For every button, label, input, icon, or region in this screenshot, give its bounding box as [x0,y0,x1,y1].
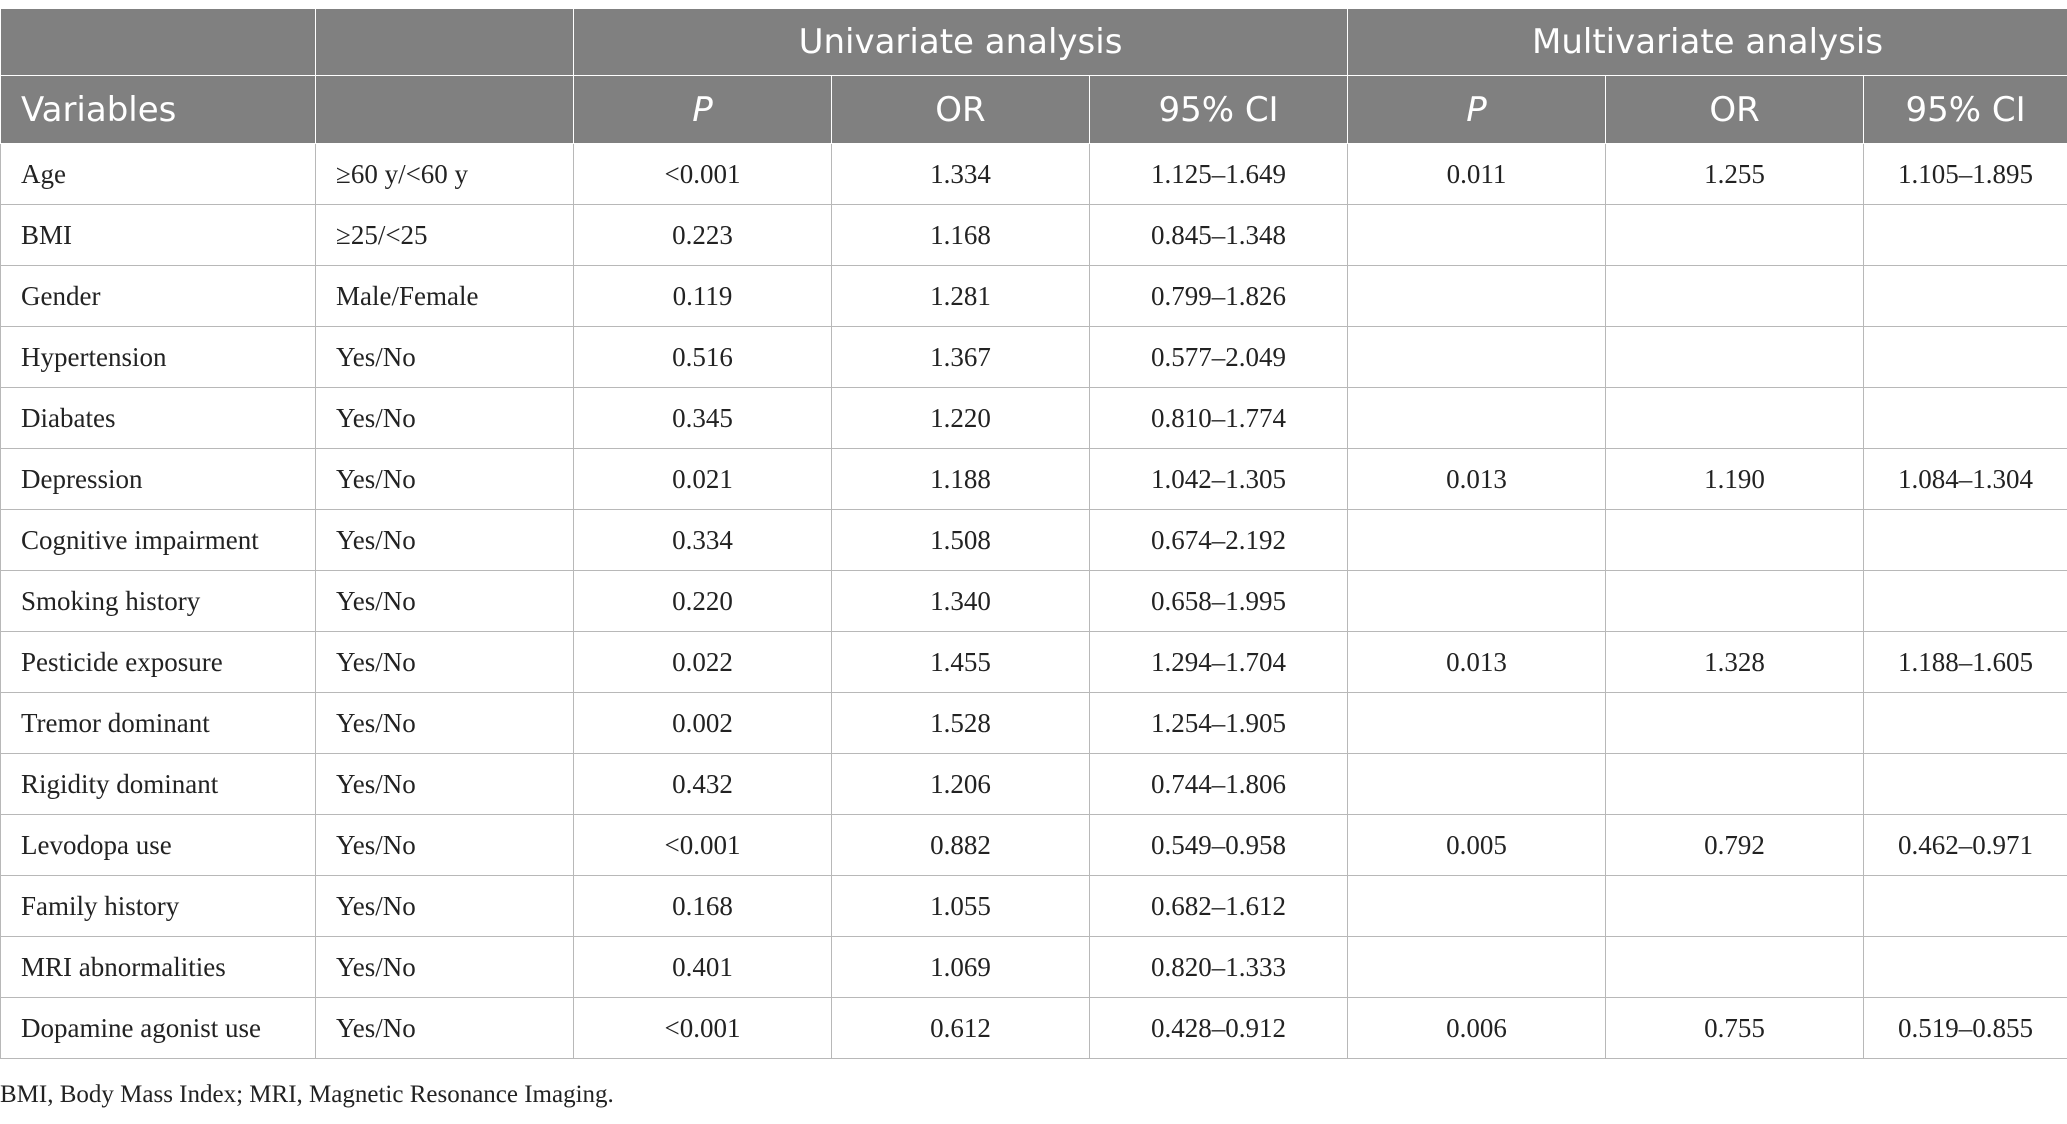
multivariate-ci-cell: 1.105–1.895 [1864,144,2067,205]
multivariate-ci-cell [1864,937,2067,998]
univariate-p-cell: 0.401 [574,937,832,998]
multivariate-or-header: OR [1606,76,1864,144]
multivariate-ci-cell: 0.462–0.971 [1864,815,2067,876]
univariate-p-cell: 0.119 [574,266,832,327]
category-cell: Yes/No [316,815,574,876]
univariate-or-header: OR [832,76,1090,144]
category-cell: ≥25/<25 [316,205,574,266]
univariate-ci-cell: 0.549–0.958 [1090,815,1348,876]
variable-cell: Levodopa use [1,815,316,876]
multivariate-p-cell: 0.013 [1348,632,1606,693]
multivariate-p-cell [1348,937,1606,998]
univariate-ci-cell: 0.820–1.333 [1090,937,1348,998]
univariate-or-cell: 0.882 [832,815,1090,876]
univariate-or-cell: 1.220 [832,388,1090,449]
univariate-ci-cell: 0.428–0.912 [1090,998,1348,1059]
multivariate-p-cell: 0.005 [1348,815,1606,876]
category-cell: Yes/No [316,876,574,937]
multivariate-p-cell [1348,510,1606,571]
univariate-or-cell: 1.206 [832,754,1090,815]
variable-cell: Dopamine agonist use [1,998,316,1059]
variable-cell: Family history [1,876,316,937]
table-row [1,205,2067,266]
multivariate-p-cell: 0.013 [1348,449,1606,510]
table-row [1,937,2067,998]
table-row [1,693,2067,754]
univariate-ci-cell: 1.125–1.649 [1090,144,1348,205]
univariate-or-cell: 1.188 [832,449,1090,510]
univariate-ci-cell: 0.799–1.826 [1090,266,1348,327]
category-cell: Male/Female [316,266,574,327]
header-column-row [1,76,2067,144]
variable-cell: MRI abnormalities [1,937,316,998]
multivariate-or-cell [1606,876,1864,937]
table-row [1,388,2067,449]
multivariate-ci-header: 95% CI [1864,76,2067,144]
univariate-or-cell: 1.528 [832,693,1090,754]
table-row [1,632,2067,693]
univariate-p-cell: 0.220 [574,571,832,632]
multivariate-p-cell [1348,388,1606,449]
univariate-ci-cell: 1.254–1.905 [1090,693,1348,754]
table-row [1,327,2067,388]
multivariate-ci-cell [1864,205,2067,266]
multivariate-p-cell [1348,693,1606,754]
variable-cell: Cognitive impairment [1,510,316,571]
category-cell: Yes/No [316,754,574,815]
multivariate-or-cell [1606,571,1864,632]
multivariate-p-cell [1348,571,1606,632]
multivariate-or-cell: 1.190 [1606,449,1864,510]
variable-cell: Age [1,144,316,205]
multivariate-or-cell: 1.328 [1606,632,1864,693]
variables-column-header: Variables [1,76,316,144]
category-cell: Yes/No [316,449,574,510]
category-cell: Yes/No [316,632,574,693]
univariate-or-cell: 1.508 [832,510,1090,571]
multivariate-or-cell [1606,388,1864,449]
variable-cell: Pesticide exposure [1,632,316,693]
univariate-ci-cell: 0.682–1.612 [1090,876,1348,937]
multivariate-ci-cell [1864,266,2067,327]
variable-cell: Gender [1,266,316,327]
multivariate-p-cell [1348,327,1606,388]
univariate-or-cell: 1.340 [832,571,1090,632]
multivariate-p-header: P [1348,76,1606,144]
multivariate-ci-cell [1864,876,2067,937]
multivariate-ci-cell [1864,327,2067,388]
variable-cell: Rigidity dominant [1,754,316,815]
variable-cell: Diabates [1,388,316,449]
multivariate-or-cell [1606,693,1864,754]
univariate-p-cell: 0.022 [574,632,832,693]
multivariate-p-cell [1348,754,1606,815]
table-row [1,998,2067,1059]
univariate-p-cell: 0.223 [574,205,832,266]
table-row [1,510,2067,571]
univariate-or-cell: 0.612 [832,998,1090,1059]
table-header [1,9,2067,144]
table-row [1,754,2067,815]
category-cell: Yes/No [316,937,574,998]
univariate-p-cell: <0.001 [574,998,832,1059]
univariate-ci-cell: 1.294–1.704 [1090,632,1348,693]
variable-cell: Tremor dominant [1,693,316,754]
multivariate-or-cell [1606,510,1864,571]
univariate-or-cell: 1.069 [832,937,1090,998]
univariate-ci-header: 95% CI [1090,76,1348,144]
univariate-p-cell: 0.345 [574,388,832,449]
univariate-or-cell: 1.455 [832,632,1090,693]
multivariate-or-cell: 1.255 [1606,144,1864,205]
results-table-container [0,8,2067,1059]
multivariate-p-cell [1348,205,1606,266]
multivariate-ci-cell [1864,388,2067,449]
multivariate-ci-cell: 0.519–0.855 [1864,998,2067,1059]
category-cell: Yes/No [316,510,574,571]
table-body [1,144,2067,1059]
table-row [1,815,2067,876]
multivariate-or-cell [1606,327,1864,388]
univariate-p-cell: 0.021 [574,449,832,510]
header-blank-cell [1,9,316,76]
table-row [1,266,2067,327]
multivariate-p-cell: 0.011 [1348,144,1606,205]
multivariate-ci-cell [1864,571,2067,632]
univariate-ci-cell: 0.674–2.192 [1090,510,1348,571]
multivariate-ci-cell [1864,510,2067,571]
multivariate-group-header: Multivariate analysis [1348,9,2067,76]
univariate-ci-cell: 0.577–2.049 [1090,327,1348,388]
table-row [1,571,2067,632]
header-group-row [1,9,2067,76]
table-row [1,876,2067,937]
regression-table [0,8,2067,1059]
univariate-p-cell: <0.001 [574,815,832,876]
header-blank-cell [316,9,574,76]
category-cell: Yes/No [316,998,574,1059]
univariate-ci-cell: 0.744–1.806 [1090,754,1348,815]
category-cell: Yes/No [316,571,574,632]
variable-cell: Depression [1,449,316,510]
multivariate-or-cell [1606,754,1864,815]
table-row [1,144,2067,205]
variable-cell: Smoking history [1,571,316,632]
multivariate-or-cell [1606,205,1864,266]
univariate-group-header: Univariate analysis [574,9,1348,76]
univariate-ci-cell: 1.042–1.305 [1090,449,1348,510]
univariate-p-header: P [574,76,832,144]
univariate-or-cell: 1.334 [832,144,1090,205]
variable-cell: BMI [1,205,316,266]
multivariate-ci-cell [1864,693,2067,754]
multivariate-or-cell [1606,266,1864,327]
category-cell: Yes/No [316,327,574,388]
univariate-p-cell: 0.002 [574,693,832,754]
univariate-or-cell: 1.168 [832,205,1090,266]
category-cell: Yes/No [316,388,574,449]
multivariate-p-cell [1348,876,1606,937]
multivariate-or-cell: 0.792 [1606,815,1864,876]
univariate-or-cell: 1.055 [832,876,1090,937]
univariate-or-cell: 1.281 [832,266,1090,327]
multivariate-or-cell [1606,937,1864,998]
multivariate-or-cell: 0.755 [1606,998,1864,1059]
multivariate-p-cell [1348,266,1606,327]
multivariate-ci-cell: 1.188–1.605 [1864,632,2067,693]
univariate-ci-cell: 0.810–1.774 [1090,388,1348,449]
univariate-p-cell: <0.001 [574,144,832,205]
multivariate-ci-cell [1864,754,2067,815]
variable-cell: Hypertension [1,327,316,388]
multivariate-ci-cell: 1.084–1.304 [1864,449,2067,510]
univariate-p-cell: 0.432 [574,754,832,815]
univariate-ci-cell: 0.845–1.348 [1090,205,1348,266]
multivariate-p-cell: 0.006 [1348,998,1606,1059]
table-row [1,449,2067,510]
univariate-p-cell: 0.168 [574,876,832,937]
univariate-ci-cell: 0.658–1.995 [1090,571,1348,632]
table-footnote: BMI, Body Mass Index; MRI, Magnetic Resonance Imaging. [0,1081,614,1108]
category-cell: ≥60 y/<60 y [316,144,574,205]
category-cell: Yes/No [316,693,574,754]
univariate-p-cell: 0.334 [574,510,832,571]
univariate-p-cell: 0.516 [574,327,832,388]
univariate-or-cell: 1.367 [832,327,1090,388]
category-column-header [316,76,574,144]
